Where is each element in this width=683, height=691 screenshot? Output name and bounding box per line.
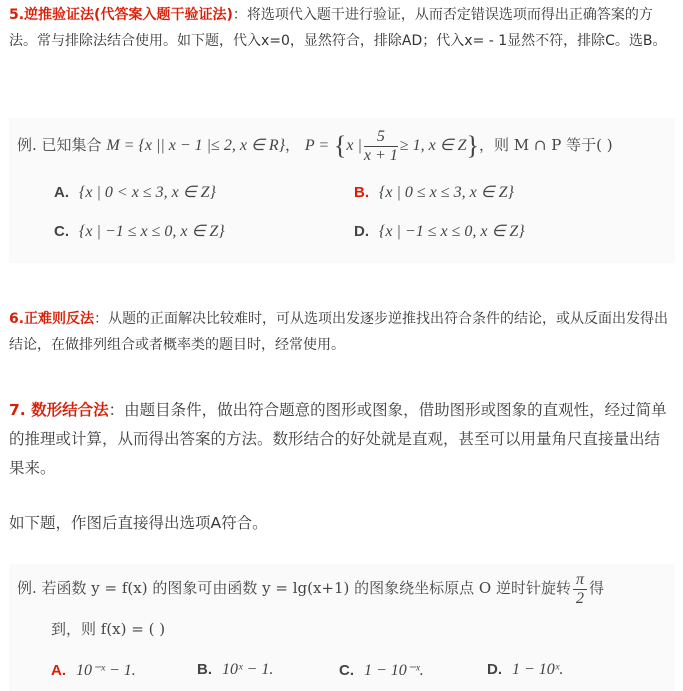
example-1-set-p-var: x | <box>346 137 362 154</box>
example-2-option-a <box>51 660 136 680</box>
example-1-option-d <box>354 221 525 241</box>
option-label: B. <box>354 184 369 201</box>
fraction-denominator: x + 1 <box>363 146 398 164</box>
section-7 <box>9 396 675 483</box>
option-label: A. <box>54 184 69 201</box>
left-brace: { <box>333 131 347 160</box>
example-1-set-m: M = {x || x − 1 |≤ 2, x ∈ R} <box>106 137 286 154</box>
option-value: 10ˣ − 1. <box>222 661 274 678</box>
fraction-denominator: 2 <box>576 589 584 607</box>
option-value: 1 − 10⁻ˣ. <box>364 662 424 679</box>
example-2-question-line-2 <box>9 616 675 642</box>
example-1-comma: ， <box>285 136 301 154</box>
example-1-set-p-lhs: P = <box>304 137 330 154</box>
option-value: {x | 0 < x ≤ 3, x ∈ Z} <box>79 184 216 201</box>
example-1-question <box>9 120 675 170</box>
example-1-option-a <box>54 182 216 202</box>
option-value: 10⁻ˣ − 1. <box>76 662 136 679</box>
option-value: {x | −1 ≤ x ≤ 0, x ∈ Z} <box>79 223 225 240</box>
option-label: C. <box>54 223 69 240</box>
option-value: 1 − 10ˣ. <box>512 661 564 678</box>
example-2-option-c <box>339 660 424 680</box>
example-1-suffix: ，则 M ∩ P 等于( ) <box>479 136 613 154</box>
example-2-fraction <box>573 571 587 608</box>
example-2 <box>9 564 675 691</box>
example-1 <box>9 118 675 263</box>
example-1-prefix: 例. 已知集合 <box>17 136 102 154</box>
example-1-set-p-condition: ≥ 1, x ∈ Z <box>399 137 467 154</box>
option-label: C. <box>339 662 354 679</box>
right-brace: } <box>466 131 479 160</box>
section-5-body: ：将选项代入题干进行验证，从而否定错误选项而得出正确答案的方法。常与排除法结合使用。如下题，代入x=0，显然符合，排除AD；代入x= - 1显然不符，排除C。选B。 <box>9 7 667 49</box>
example-1-fraction <box>364 128 398 165</box>
example-2-option-b <box>197 660 273 679</box>
option-label: B. <box>197 661 212 678</box>
option-label: D. <box>354 223 369 240</box>
option-value: {x | −1 ≤ x ≤ 0, x ∈ Z} <box>379 223 525 240</box>
section-7-body: ：由题目条件，做出符合题意的图形或图象，借助图形或图象的直观性，经过简单的推理或计算，从而得出答案的方法。数形结合的好处就是直观，甚至可以用量角尺直接量出结果来。 <box>9 401 667 477</box>
example-2-line-1-text: 例. 若函数 y = f(x) 的图象可由函数 y = lg(x+1) 的图象绕坐标原点 O 逆时针旋转 <box>17 579 571 597</box>
example-1-option-b <box>354 182 514 202</box>
example-2-question-line-1 <box>9 566 675 610</box>
option-value: {x | 0 ≤ x ≤ 3, x ∈ Z} <box>379 184 514 201</box>
fraction-numerator: 5 <box>364 128 398 147</box>
section-5 <box>9 2 675 54</box>
section-6-heading: 6.正难则反法 <box>9 311 95 327</box>
example-1-option-c <box>54 221 225 241</box>
section-6-body: ：从题的正面解决比较难时，可从选项出发逐步逆推找出符合条件的结论，或从反面出发得出结论，在做排列组合或者概率类的题目时，经常使用。 <box>9 311 669 353</box>
example-2-line-1-end: 得 <box>589 579 605 597</box>
section-5-heading: 5.逆推验证法(代答案入题干验证法) <box>9 7 233 23</box>
example-2-option-d <box>487 660 563 679</box>
fraction-numerator: π <box>573 571 587 590</box>
example-2-line-2-text: 到，则 f(x) = ( ) <box>51 620 166 638</box>
option-label: D. <box>487 661 502 678</box>
example-2-lead: 如下题，作图后直接得出选项A符合。 <box>9 514 268 532</box>
section-6 <box>9 306 675 358</box>
section-7-heading: 7. 数形结合法 <box>9 401 109 419</box>
option-label: A. <box>51 662 66 679</box>
